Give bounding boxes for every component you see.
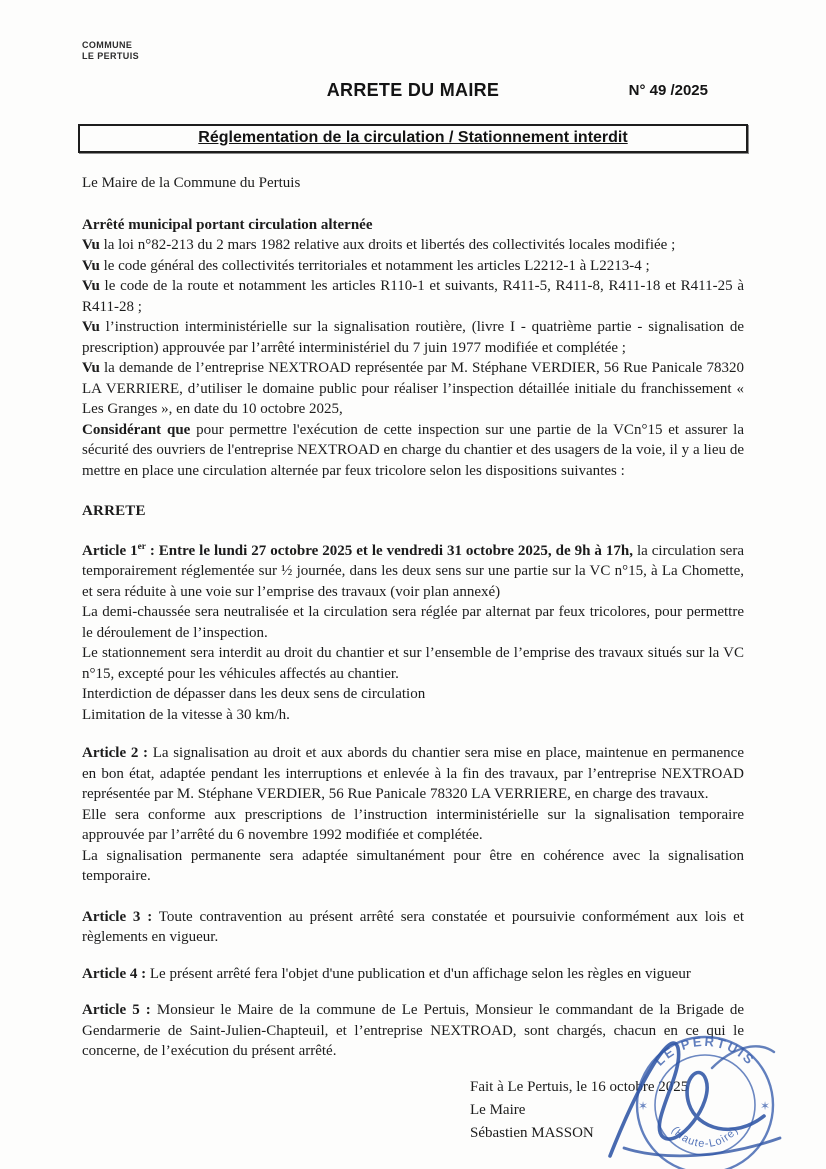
considerant-clause <box>82 420 744 482</box>
subject-banner-text: Réglementation de la circulation / Stationnement interdit <box>198 129 628 146</box>
article-1 <box>82 541 744 603</box>
article-1-bold-text: : Entre le lundi 27 octobre 2025 et le vendredi 31 octobre 2025, de 9h à 17h, <box>145 542 633 559</box>
vu-clause-5 <box>82 358 744 420</box>
preamble-heading: Arrêté municipal portant circulation alternée <box>82 216 373 233</box>
stamp-bottom-text: (Haute-Loire) <box>669 1124 741 1151</box>
article-1-paragraph-4: Interdiction de dépasser dans les deux sens de circulation <box>82 686 426 702</box>
signature-block <box>470 1076 744 1145</box>
article-4-text: Le présent arrêté fera l'objet d'une publication et d'un affichage selon les règles en vigueur <box>146 965 691 982</box>
article-1-paragraph-2: La demi-chaussée sera neutralisée et la circulation sera réglée par alternat par feux tricolores, pour permettre le déroulement de l’inspection. <box>82 604 744 641</box>
document-header <box>82 40 744 153</box>
signature-place-date: Fait à Le Pertuis, le 16 octobre 2025 <box>470 1078 689 1095</box>
decree-body <box>82 173 744 1145</box>
article-1-paragraph-3: Le stationnement sera interdit au droit du chantier et sur l’ensemble de l’emprise des travaux situés sur la VC n°15, excepté pour les véhicules affectés au chantier. <box>82 645 744 682</box>
document-number: N° 49 /2025 <box>628 82 708 99</box>
article-2-text: La signalisation au droit et aux abords du chantier sera mise en place, maintenue en permanence en bon état, adaptée pendant les interruptions et enlevée à la fin des travaux, par l’entreprise NEXTROAD représentée par M. Stéphane VERDIER, 56 Rue Panicale 78320 LA VERRIERE, en charge des travaux. <box>82 745 744 802</box>
article-3-lead: Article 3 : <box>82 908 153 925</box>
commune-line-1: COMMUNE <box>82 40 133 50</box>
vu-lead: Vu <box>82 278 100 294</box>
article-2 <box>82 743 744 805</box>
stamp-star-left: ✶ <box>638 1099 649 1113</box>
vu-clause-1 <box>82 235 744 256</box>
article-2-paragraph-2: Elle sera conforme aux prescriptions de l’instruction interministérielle sur la signalisation temporaire approuvée par l’arrêté du 6 novembre 1992 modifiée et complétée. <box>82 806 744 843</box>
signature-name: Sébastien MASSON <box>470 1124 594 1141</box>
vu-lead: Vu <box>82 237 100 253</box>
vu-lead: Vu <box>82 360 100 376</box>
article-2-paragraph-3: La signalisation permanente sera adaptée simultanément pour être en cohérence avec la signalisation temporaire. <box>82 847 744 884</box>
article-5-lead: Article 5 : <box>82 1002 151 1018</box>
article-3-text: Toute contravention au présent arrêté sera constatée et poursuivie conformément aux lois et règlements en vigueur. <box>82 908 744 945</box>
article-3 <box>82 907 744 948</box>
signature-role: Le Maire <box>470 1101 526 1118</box>
vu-text: la loi n°82-213 du 2 mars 1982 relative aux droits et libertés des collectivités locales modifiée ; <box>99 237 676 253</box>
article-5-text: Monsieur le Maire de la commune de Le Pertuis, Monsieur le commandant de la Brigade de Gendarmerie de Saint-Julien-Chapteuil, et l’entreprise NEXTROAD, sont chargés, chacun en ce qui le concerne, de l’exécution du présent arrêté. <box>82 1002 744 1059</box>
stamp-star-right: ✶ <box>760 1099 771 1113</box>
vu-clause-2 <box>82 256 744 277</box>
article-1-label-sup: er <box>137 541 146 552</box>
document-title: ARRETE DU MAIRE <box>326 80 500 100</box>
vu-lead: Vu <box>82 319 100 335</box>
title-row <box>82 80 744 104</box>
commune-line-2: LE PERTUIS <box>82 51 140 61</box>
article-2-lead: Article 2 : <box>82 745 149 761</box>
article-1-paragraph-5: Limitation de la vitesse à 30 km/h. <box>82 706 290 723</box>
considerant-lead: Considérant que <box>82 421 191 438</box>
opening-line: Le Maire de la Commune du Pertuis <box>82 175 301 191</box>
vu-clause-3 <box>82 276 744 317</box>
article-1-text: la circulation sera temporairement réglementée sur ½ journée, dans les deux sens sur une partie sur la VC n°15, à La Chomette, et sera réduite à une voie sur l’emprise des travaux (voir plan annexé) <box>82 542 744 600</box>
vu-lead: Vu <box>82 257 100 274</box>
vu-text: l’instruction interministérielle sur la signalisation routière, (livre I - quatrième partie - signalisation de prescription) approuvée par l’arrêté interministériel du 7 juin 1977 modifiée et complétée ; <box>82 319 744 356</box>
article-1-lead <box>82 543 633 559</box>
article-5 <box>82 1000 744 1062</box>
commune-block <box>82 40 744 62</box>
vu-text: la demande de l’entreprise NEXTROAD représentée par M. Stéphane VERDIER, 56 Rue Panicale 78320 LA VERRIERE, d’utiliser le domaine public pour réaliser l’inspection détaillée initiale du franchissement « Les Granges », en date du 10 octobre 2025, <box>82 360 744 417</box>
article-4 <box>82 964 744 985</box>
subject-banner <box>78 124 748 153</box>
vu-text: le code général des collectivités territoriales et notamment les articles L2212-1 à L2213-4 ; <box>99 257 650 274</box>
arrete-heading: ARRETE <box>82 503 146 519</box>
article-4-lead: Article 4 : <box>82 965 147 982</box>
vu-clause-4 <box>82 317 744 358</box>
stamp-top-text: LE PERTUIS <box>651 1033 759 1069</box>
article-1-label: Article 1 <box>82 542 138 559</box>
vu-text: le code de la route et notamment les articles R110-1 et suivants, R411-5, R411-8, R411-18 et R411-25 à R411-28 ; <box>82 278 744 315</box>
considerant-text: pour permettre l'exécution de cette inspection sur une partie de la VCn°15 et assurer la sécurité des ouvriers de l'entreprise NEXTROAD en charge du chantier et des usagers de la voie, il y a lieu de mettre en place une circulation alternée par feux tricolore selon les dispositions suivantes : <box>82 421 744 479</box>
